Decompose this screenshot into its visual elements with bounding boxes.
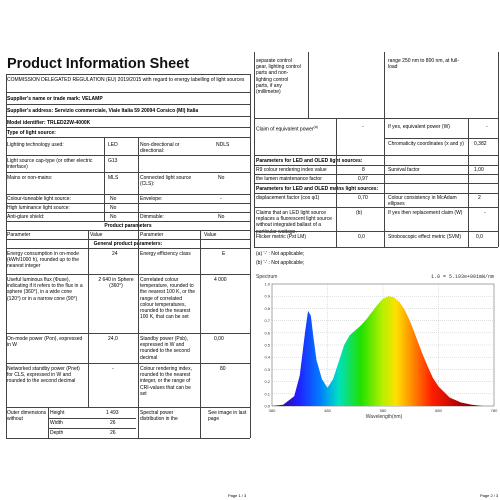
param-label2: Correlated colour temperature, rounded to the nearest 100 K, or the range of correlated colour temperatures, rounded to the nearest 100 K, that can be set [140, 277, 196, 321]
param-value: 24 [112, 251, 118, 257]
col-rule [200, 230, 201, 438]
claim-value2: - [486, 124, 488, 130]
row-rule [6, 221, 250, 222]
x-tick-label: 380 [268, 408, 276, 413]
x-tick-label: 780 [490, 408, 498, 413]
y-tick-label: 0.1 [264, 391, 270, 397]
maint-value: 0,97 [358, 176, 368, 182]
chroma-value: 0,382 [474, 141, 487, 147]
y-tick-label: 1.0 [264, 281, 270, 287]
row-rule [6, 333, 250, 334]
strobo-label: Stroboscopic effect metric (SVM) [388, 234, 461, 240]
row-rule [6, 137, 250, 138]
col-value: Value [204, 232, 217, 238]
dim-name: Height [50, 410, 65, 416]
table-border [6, 74, 7, 438]
y-tick-label: 0.9 [264, 293, 270, 299]
y-tick-label: 0.3 [264, 366, 270, 372]
type-value: LED [108, 142, 118, 148]
param-label2: Colour rendering index, rounded to the nearest integer, or the range of CRI-values that can be set [140, 366, 192, 397]
disp-value: 0,70 [358, 195, 368, 201]
survival-value: 1,00 [474, 167, 484, 173]
type-value2: No [218, 214, 225, 220]
note-b: (b) '-' : Not applicable; [256, 260, 305, 266]
row-rule [254, 207, 498, 208]
chroma-label: Chromaticity coordinates (x and y) [388, 141, 464, 147]
col-rule [336, 118, 337, 247]
row-rule [6, 212, 250, 213]
claims-value: (b) [356, 210, 363, 216]
row-rule [6, 194, 250, 195]
led-heading: Parameters for LED and OLED light sources: [256, 158, 363, 164]
r9-label: R9 colour rendering index value [256, 167, 327, 173]
x-tick-label: 480 [324, 408, 331, 413]
row-rule [384, 138, 498, 139]
claim-sup: (a) [313, 125, 318, 129]
col-parameter: Parameter [140, 232, 164, 238]
col-rule [138, 137, 139, 438]
supplier-name: Supplier's name or trade mark: VELAMP [7, 96, 103, 102]
table-bottom [6, 438, 250, 439]
row-rule [254, 174, 498, 175]
y-tick-label: 0.0 [264, 403, 270, 409]
row-rule [254, 183, 498, 184]
row-rule [6, 363, 250, 364]
title-rule [6, 74, 250, 75]
outer-dims-label: Outer dimensions without [7, 410, 47, 423]
type-label: Colour-tuneable light source: [7, 196, 71, 202]
table-border [254, 118, 255, 247]
param-value2: 0,00 [214, 336, 224, 342]
type-value: MLS [108, 175, 119, 181]
param-value: 2 640 in Sphere (360°) [98, 277, 134, 290]
row-rule [254, 118, 498, 119]
col-parameter: Parameter [7, 232, 31, 238]
spectral-label: Spectral power distribution in the [140, 410, 178, 423]
right-page [252, 0, 500, 500]
row-rule [254, 165, 498, 166]
claim-value: - [362, 124, 364, 130]
row-rule [6, 127, 250, 128]
table-border [498, 118, 499, 247]
y-tick-label: 0.6 [264, 330, 270, 336]
spectral-value: See image in last page [208, 410, 247, 423]
mains-heading: Parameters for LED and OLED mains light sources: [256, 186, 379, 192]
flicker-value: 0,0 [358, 234, 365, 240]
repl-label: If yes then replacement claim (W) [388, 210, 463, 216]
param-label: Useful luminous flux (Φuse), indicating if it refers to the flux in a sphere (360°), in a wide cone (120°) or in a narrow cone (90°) [7, 277, 83, 302]
regulation-text: COMMISSION DELEGATED REGULATION (EU) 2019/2015 with regard to energy labelling of light sources [7, 77, 245, 83]
spectral-continued: range 250 nm to 800 nm, at full-load [388, 58, 459, 71]
row-rule [6, 104, 250, 105]
param-label2: Energy efficiency class [140, 251, 191, 257]
y-tick-label: 0.8 [264, 305, 270, 311]
dim-value: 26 [110, 420, 116, 426]
param-value: - [112, 366, 114, 372]
r9-value: 8 [362, 167, 365, 173]
col-rule [88, 230, 89, 407]
type-value2: No [218, 175, 225, 181]
spectrum-svg [254, 270, 498, 420]
y-tick-label: 0.7 [264, 318, 270, 324]
spectrum-chart [254, 270, 498, 420]
x-axis-label: Wavelength(nm) [365, 414, 403, 420]
page-number: Page 1 / 3 [228, 493, 247, 498]
consist-label: Colour consistency in McAdam ellipses [388, 195, 457, 208]
supplier-address: Supplier's address: Servizio commerciale, Viale Italia 59 20094 Corsico (MI) Italia [7, 108, 199, 114]
y-tick-label: 0.4 [264, 354, 270, 360]
chart-legend: 1.0 = 5.193e+001mW/nm [430, 274, 494, 280]
col-rule [104, 137, 105, 221]
table-border [498, 52, 499, 118]
dim-name: Width [50, 420, 63, 426]
type-label2: Envelope: [140, 196, 163, 202]
dim-name: Depth [50, 430, 64, 436]
general-heading: General product parameters: [93, 241, 163, 247]
dim-value: 26 [110, 430, 116, 436]
product-params-heading: Product parameters [104, 223, 152, 229]
claim-label [256, 124, 318, 133]
col-rule [308, 52, 309, 118]
note-a: (a) '-' : Not applicable; [256, 251, 305, 257]
row-rule [6, 239, 250, 240]
claim-label-text: Claim of equivalent power [256, 126, 314, 133]
dim-value: 1 493 [106, 410, 119, 416]
page-title: Product Information Sheet [7, 56, 190, 72]
x-tick-label: 680 [435, 408, 442, 413]
y-tick-label: 0.5 [264, 342, 270, 348]
col-rule [384, 118, 385, 247]
row-rule [6, 155, 250, 156]
type-label2: Dimmable: [140, 214, 164, 220]
chart-title: Spectrum [256, 274, 278, 280]
param-value2: 4 000 [214, 277, 227, 283]
row-rule [6, 116, 250, 117]
page-number: Page 2 / 3 [480, 493, 499, 498]
param-label: Networked standby power (Pnet) for CLS, expressed in W and rounded to the second decimal [7, 366, 80, 385]
type-value: No [110, 196, 117, 202]
type-label: Lighting technology used: [7, 142, 64, 148]
dims-continued: separate control gear, lighting control parts and non-lighting control parts, if any (millimetre) [256, 58, 301, 96]
type-label: High luminance light source: [7, 205, 70, 211]
type-label: Light source cap-type (or other electric interface) [7, 158, 93, 171]
repl-value: - [484, 210, 486, 216]
type-value: G13 [108, 158, 118, 164]
row-rule [6, 172, 250, 173]
table-border [250, 74, 251, 438]
claim-label2: If yes, equivalent power (W) [388, 124, 450, 130]
row-rule [6, 248, 250, 249]
row-rule [6, 203, 250, 204]
type-value: No [110, 214, 117, 220]
disp-label: displacement factor (cos φ1) [256, 195, 320, 201]
row-rule [254, 155, 498, 156]
row-rule [254, 247, 498, 248]
param-label2: Standby power (Psb), expressed in W and rounded to the second decimal [140, 336, 190, 361]
type-value2: NDLS [216, 142, 230, 148]
consist-value: 2 [478, 195, 481, 201]
type-value2: - [220, 196, 222, 202]
param-value2: E [222, 251, 226, 257]
row-rule [6, 407, 250, 408]
survival-label: Survival factor [388, 167, 420, 173]
param-value: 24,0 [108, 336, 118, 342]
row-rule [6, 274, 250, 275]
maint-label: the lumen maintenance factor [256, 176, 322, 182]
type-heading: Type of light source: [7, 130, 56, 136]
row-rule [48, 418, 136, 419]
row-rule [48, 428, 136, 429]
row-rule [254, 231, 498, 232]
type-label2: Non-directional or directional: [140, 142, 180, 155]
param-value2: 80 [220, 366, 226, 372]
type-label: Anti-glare shield: [7, 214, 45, 220]
col-rule [48, 407, 49, 438]
y-tick-label: 0.2 [264, 379, 270, 385]
col-rule [468, 118, 469, 247]
type-label2: Connected light source (CLS): [140, 175, 192, 188]
table-border [254, 52, 255, 118]
flicker-label: Flicker metric (Pst LM) [256, 234, 306, 240]
row-rule [6, 92, 250, 93]
type-value: No [110, 205, 117, 211]
type-label: Mains or non-mains: [7, 175, 53, 181]
param-label: Energy consumption in on-mode (kWh/1000 h), rounded up to the nearest integer [7, 251, 79, 270]
col-value: Value [90, 232, 103, 238]
row-rule [6, 230, 250, 231]
strobo-value: 0,0 [476, 234, 483, 240]
row-rule [254, 193, 498, 194]
col-rule [384, 52, 385, 118]
model-identifier: Model identifier: TRLED22W-4000K [7, 120, 91, 126]
param-label: On-mode power (Pon), expressed in W [7, 336, 83, 349]
claims-label: Claims that an LED light source replaces a fluorescent light source without integrated ballast of a particular wattage. [256, 210, 332, 235]
x-tick-label: 580 [379, 408, 387, 413]
